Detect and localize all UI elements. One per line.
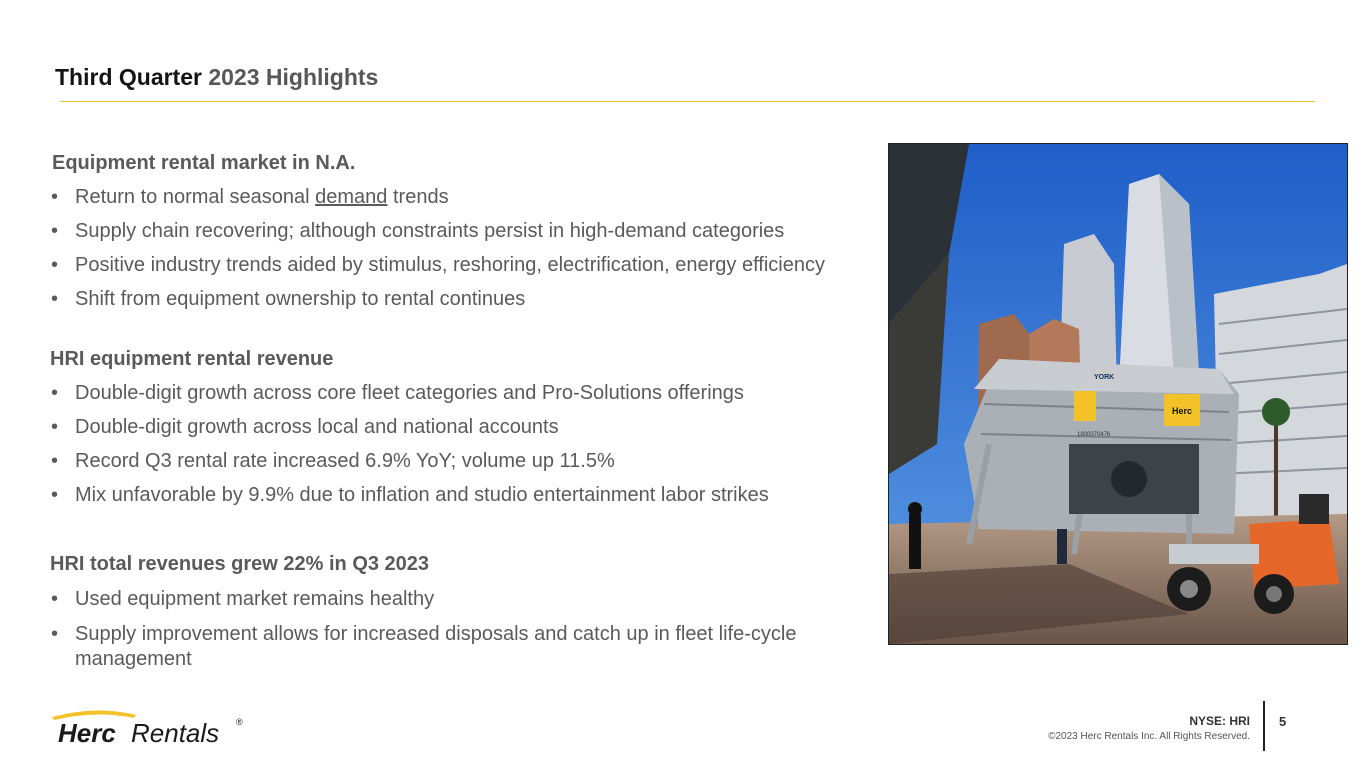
photo-unit-brand: YORK [1094,374,1115,381]
section-heading-market: Equipment rental market in N.A. [52,152,356,174]
underlined-word: demand [315,186,388,208]
ticker-label: NYSE: HRI [1189,714,1250,728]
title-rest: 2023 Highlights [201,64,379,90]
bullet-item: • Mix unfavorable by 9.9% due to inflation and studio entertainment labor strikes [50,484,769,518]
copyright-text: ©2023 Herc Rentals Inc. All Rights Reserved. [1048,731,1250,742]
photo-illustration [889,144,1347,644]
logo-rentals: Rentals [131,718,220,747]
bullet-list-rental-revenue [50,382,769,518]
photo-equipment-downtown [888,143,1348,645]
bullet-list-total-revenues [50,588,875,672]
photo-unit-number: 1800070476 [1077,432,1111,438]
title-strong: Third Quarter [55,64,202,90]
bullet-item: • Double-digit growth across local and national accounts [50,416,769,450]
herc-rentals-logo [46,707,246,747]
page-number: 5 [1279,714,1287,729]
footer-divider [1263,701,1265,751]
bullet-item: • Return to normal seasonal demand trends [50,186,825,220]
bullet-item: • Supply improvement allows for increased disposals and catch up in fleet life-cycle management [50,622,875,672]
title-divider [60,101,1315,102]
bullet-list-market [50,186,825,322]
slide-title [55,64,378,91]
section-heading-total-revenues: HRI total revenues grew 22% in Q3 2023 [50,553,430,575]
logo-registered-mark: ® [236,717,243,727]
bullet-item: • Double-digit growth across core fleet categories and Pro-Solutions offerings [50,382,769,416]
bullet-item: • Supply chain recovering; although constraints persist in high-demand categories [50,220,825,254]
bullet-item: • Used equipment market remains healthy [50,588,875,622]
bullet-item: • Positive industry trends aided by stimulus, reshoring, electrification, energy efficiency [50,254,825,288]
logo-herc: Herc [58,718,116,747]
bullet-item: • Shift from equipment ownership to rental continues [50,288,825,322]
bullet-item: • Record Q3 rental rate increased 6.9% YoY; volume up 11.5% [50,450,769,484]
section-heading-rental-revenue: HRI equipment rental revenue [50,348,334,370]
photo-brand-label: Herc [1171,406,1193,416]
